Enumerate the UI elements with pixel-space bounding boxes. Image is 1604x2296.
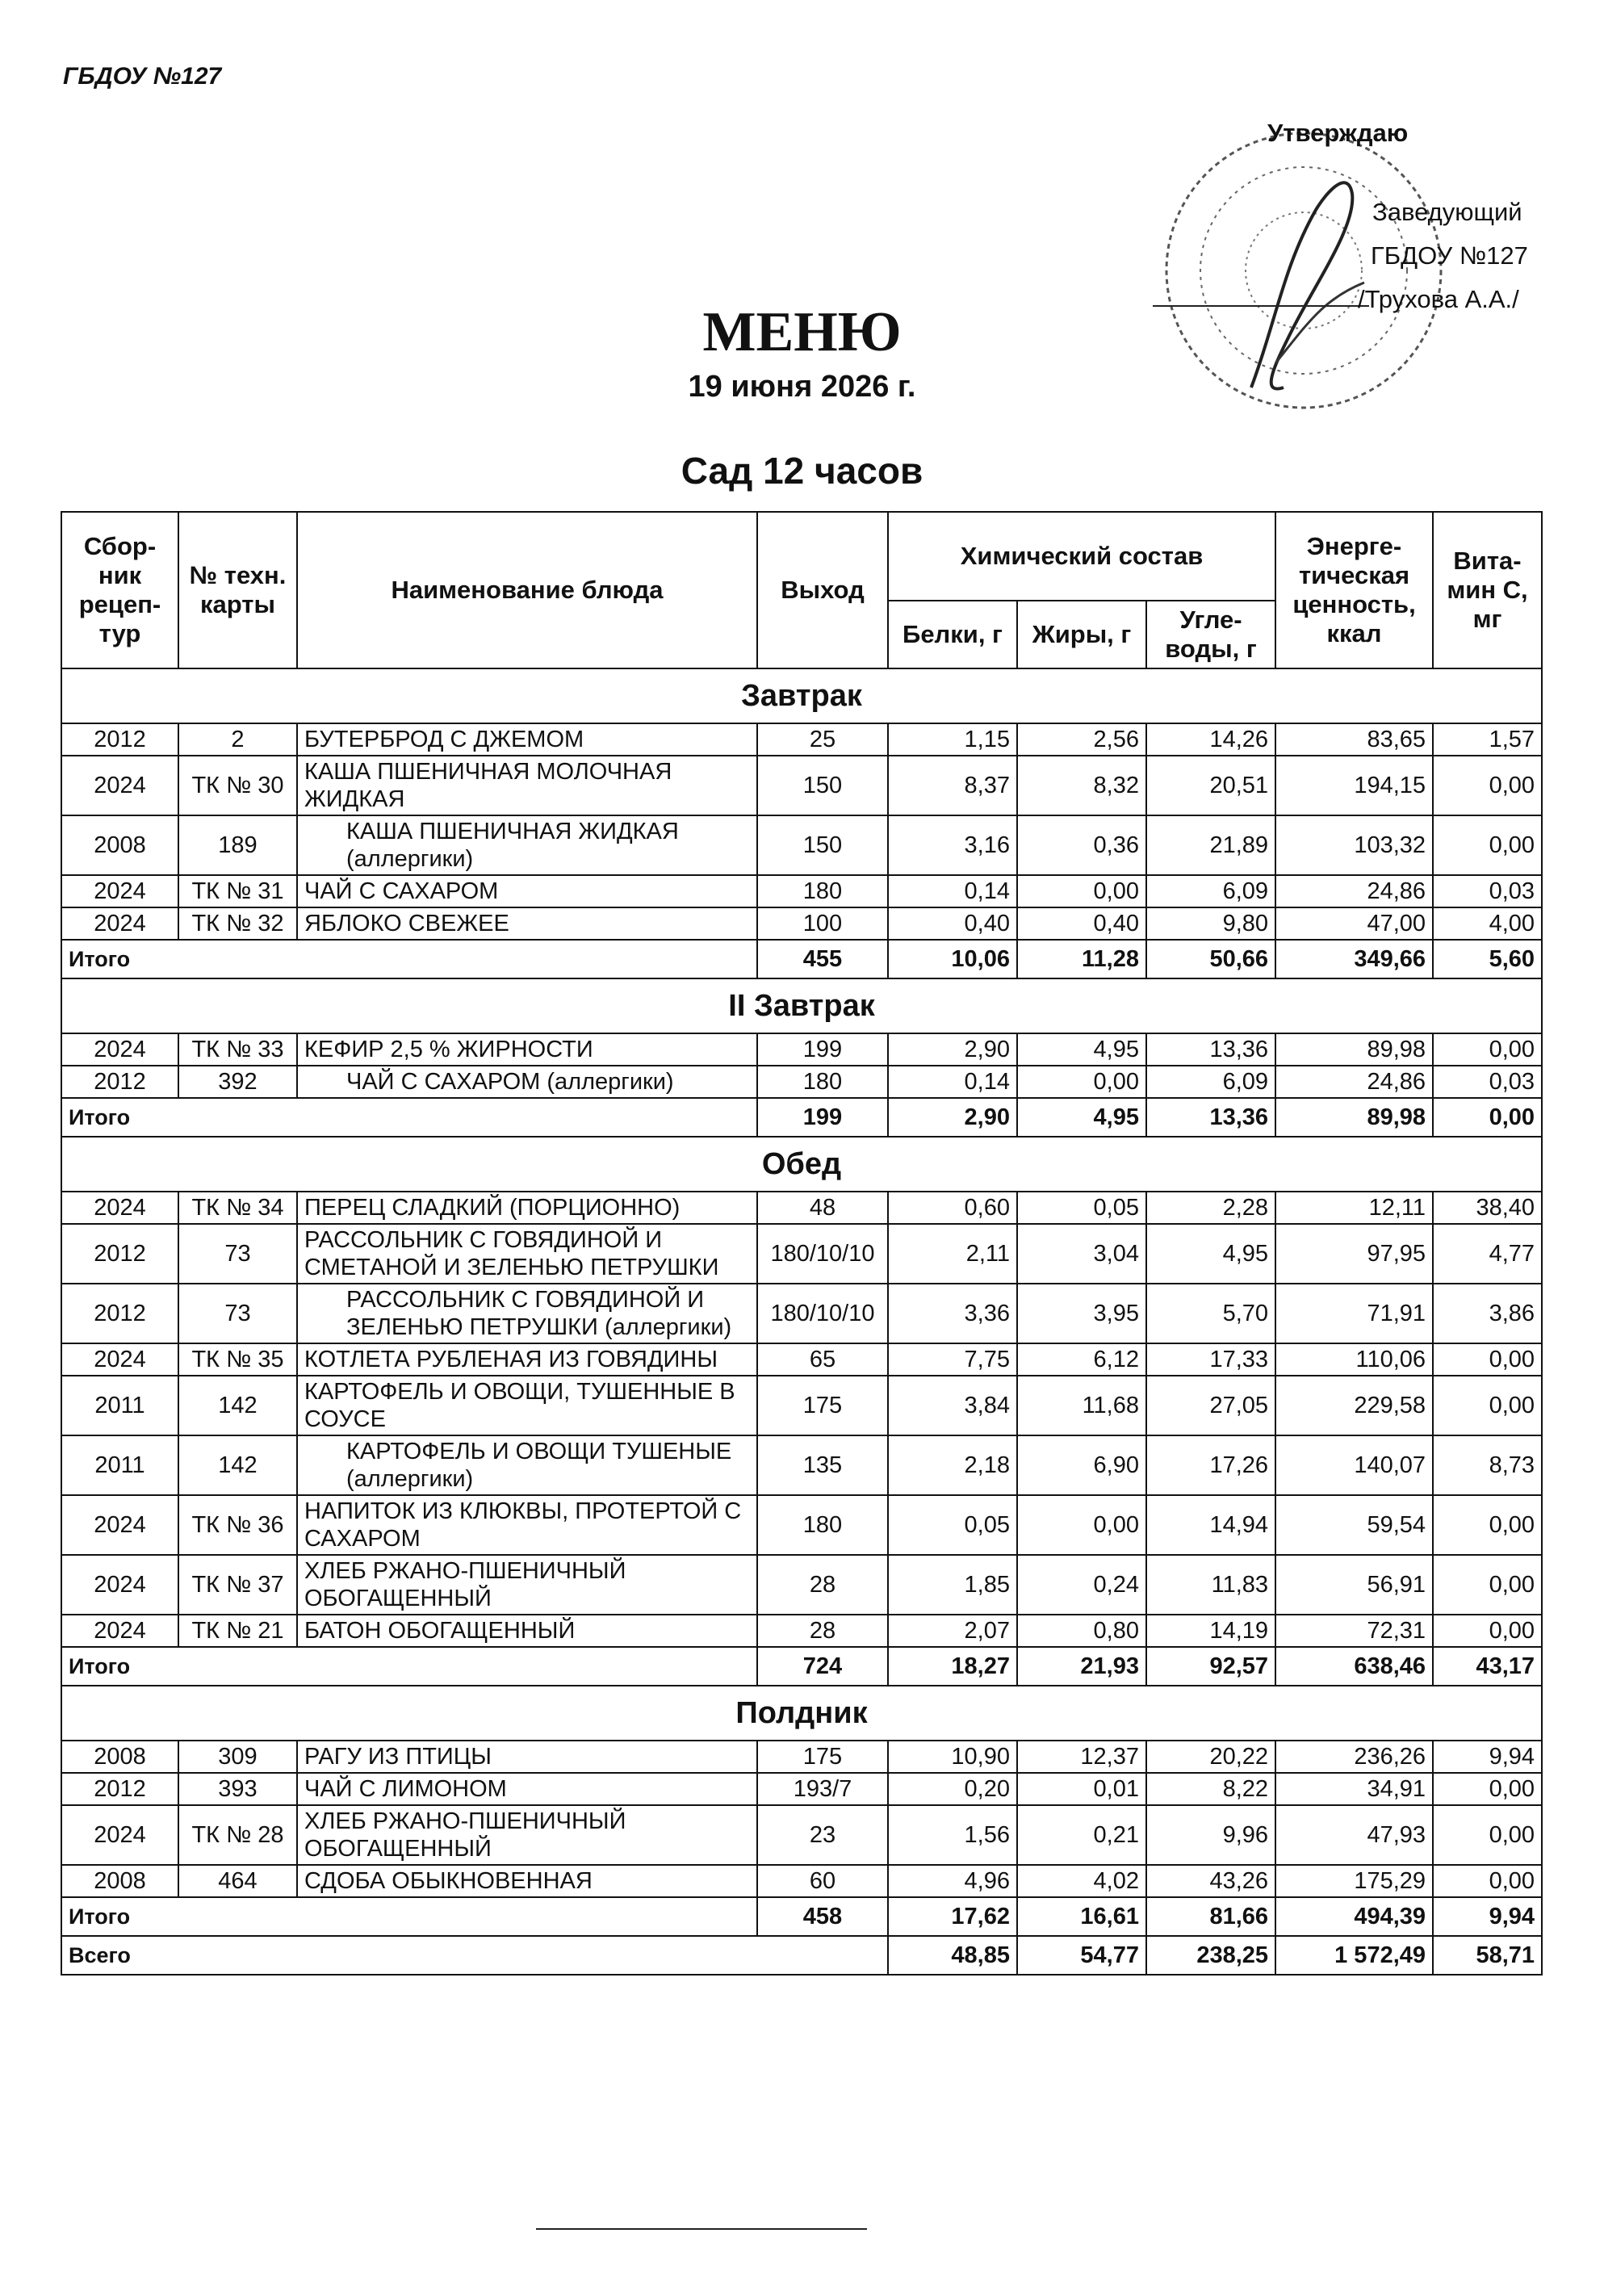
carbs-cell: 2,28 <box>1146 1192 1275 1224</box>
dish-row <box>61 875 1542 907</box>
fat-cell: 0,05 <box>1017 1192 1146 1224</box>
section-title: Обед <box>61 1137 1542 1192</box>
tech-card-cell: ТК № 35 <box>178 1343 297 1376</box>
energy-cell: 229,58 <box>1275 1376 1433 1435</box>
recipe-collection-cell: 2008 <box>61 815 178 875</box>
energy-cell: 47,00 <box>1275 907 1433 940</box>
fat-cell: 2,56 <box>1017 723 1146 756</box>
tech-card-cell: ТК № 28 <box>178 1805 297 1865</box>
yield-cell: 135 <box>757 1435 888 1495</box>
total-label: Итого <box>61 1647 757 1686</box>
yield-cell: 199 <box>757 1033 888 1066</box>
dish-row <box>61 1495 1542 1555</box>
protein-cell: 2,18 <box>888 1435 1017 1495</box>
total-energy-cell: 349,66 <box>1275 940 1433 978</box>
yield-cell: 60 <box>757 1865 888 1897</box>
fat-cell: 0,40 <box>1017 907 1146 940</box>
dish-row <box>61 1192 1542 1224</box>
recipe-collection-cell: 2012 <box>61 1066 178 1098</box>
vitc-cell: 0,00 <box>1433 1865 1542 1897</box>
grand-total-label: Всего <box>61 1936 888 1975</box>
yield-cell: 48 <box>757 1192 888 1224</box>
fat-cell: 0,00 <box>1017 875 1146 907</box>
total-protein-cell: 17,62 <box>888 1897 1017 1936</box>
total-label: Итого <box>61 1897 757 1936</box>
approver-name: /Трухова А.А./ <box>1358 285 1519 313</box>
dish-name-cell: ХЛЕБ РЖАНО-ПШЕНИЧНЫЙ ОБОГАЩЕННЫЙ <box>297 1805 757 1865</box>
tech-card-cell: ТК № 32 <box>178 907 297 940</box>
total-protein-cell: 2,90 <box>888 1098 1017 1137</box>
tech-card-cell: 142 <box>178 1376 297 1435</box>
yield-cell: 65 <box>757 1343 888 1376</box>
vitc-cell: 4,77 <box>1433 1224 1542 1284</box>
dish-row <box>61 1555 1542 1615</box>
recipe-collection-cell: 2012 <box>61 1773 178 1805</box>
energy-cell: 24,86 <box>1275 875 1433 907</box>
carbs-cell: 14,94 <box>1146 1495 1275 1555</box>
protein-cell: 1,56 <box>888 1805 1017 1865</box>
carbs-cell: 21,89 <box>1146 815 1275 875</box>
protein-cell: 4,96 <box>888 1865 1017 1897</box>
section-total-row <box>61 940 1542 978</box>
approval-label: Утверждаю <box>1267 119 1409 147</box>
energy-cell: 71,91 <box>1275 1284 1433 1343</box>
dish-name-cell: ЧАЙ С ЛИМОНОМ <box>297 1773 757 1805</box>
dish-name-cell: ЧАЙ С САХАРОМ (аллергики) <box>297 1066 757 1098</box>
tech-card-cell: ТК № 30 <box>178 756 297 815</box>
total-vitc-cell: 0,00 <box>1433 1098 1542 1137</box>
protein-cell: 8,37 <box>888 756 1017 815</box>
total-label: Итого <box>61 940 757 978</box>
col-carbs-header: Угле-воды, г <box>1146 601 1275 668</box>
vitc-cell: 0,00 <box>1433 1615 1542 1647</box>
fat-cell: 6,12 <box>1017 1343 1146 1376</box>
col-dish-header: Наименование блюда <box>297 512 757 668</box>
fat-cell: 6,90 <box>1017 1435 1146 1495</box>
dish-name-cell: КЕФИР 2,5 % ЖИРНОСТИ <box>297 1033 757 1066</box>
dish-row <box>61 1865 1542 1897</box>
dish-row <box>61 1224 1542 1284</box>
total-fat-cell: 4,95 <box>1017 1098 1146 1137</box>
fat-cell: 0,80 <box>1017 1615 1146 1647</box>
fat-cell: 11,68 <box>1017 1376 1146 1435</box>
tech-card-cell: 73 <box>178 1284 297 1343</box>
document-subtitle: Сад 12 часов <box>681 450 923 492</box>
total-yield-cell: 724 <box>757 1647 888 1686</box>
recipe-collection-cell: 2012 <box>61 1224 178 1284</box>
yield-cell: 25 <box>757 723 888 756</box>
fat-cell: 4,95 <box>1017 1033 1146 1066</box>
carbs-cell: 8,22 <box>1146 1773 1275 1805</box>
grand-total-vitc-cell: 58,71 <box>1433 1936 1542 1975</box>
fat-cell: 0,24 <box>1017 1555 1146 1615</box>
recipe-collection-cell: 2012 <box>61 723 178 756</box>
carbs-cell: 11,83 <box>1146 1555 1275 1615</box>
vitc-cell: 0,00 <box>1433 1805 1542 1865</box>
energy-cell: 140,07 <box>1275 1435 1433 1495</box>
col-collection-header: Сбор-ник рецеп-тур <box>61 512 178 668</box>
recipe-collection-cell: 2024 <box>61 1495 178 1555</box>
recipe-collection-cell: 2012 <box>61 1284 178 1343</box>
menu-body <box>61 668 1542 1975</box>
dish-name-cell: РАССОЛЬНИК С ГОВЯДИНОЙ И ЗЕЛЕНЬЮ ПЕТРУШКИ (аллергики) <box>297 1284 757 1343</box>
protein-cell: 3,16 <box>888 815 1017 875</box>
yield-cell: 180 <box>757 875 888 907</box>
vitc-cell: 3,86 <box>1433 1284 1542 1343</box>
recipe-collection-cell: 2024 <box>61 907 178 940</box>
carbs-cell: 5,70 <box>1146 1284 1275 1343</box>
recipe-collection-cell: 2011 <box>61 1435 178 1495</box>
yield-cell: 23 <box>757 1805 888 1865</box>
col-chem-header: Химический состав <box>888 512 1275 601</box>
dish-row <box>61 1343 1542 1376</box>
section-total-row <box>61 1098 1542 1137</box>
total-vitc-cell: 43,17 <box>1433 1647 1542 1686</box>
vitc-cell: 0,00 <box>1433 1376 1542 1435</box>
vitc-cell: 0,00 <box>1433 756 1542 815</box>
tech-card-cell: 189 <box>178 815 297 875</box>
dish-row <box>61 907 1542 940</box>
energy-cell: 56,91 <box>1275 1555 1433 1615</box>
dish-name-cell: СДОБА ОБЫКНОВЕННАЯ <box>297 1865 757 1897</box>
dish-row <box>61 1066 1542 1098</box>
energy-cell: 12,11 <box>1275 1192 1433 1224</box>
tech-card-cell: 73 <box>178 1224 297 1284</box>
dish-row <box>61 1435 1542 1495</box>
tech-card-cell: ТК № 36 <box>178 1495 297 1555</box>
yield-cell: 193/7 <box>757 1773 888 1805</box>
total-fat-cell: 11,28 <box>1017 940 1146 978</box>
vitc-cell: 0,00 <box>1433 1343 1542 1376</box>
tech-card-cell: 142 <box>178 1435 297 1495</box>
yield-cell: 180 <box>757 1066 888 1098</box>
dish-name-cell: БАТОН ОБОГАЩЕННЫЙ <box>297 1615 757 1647</box>
dish-name-cell: ХЛЕБ РЖАНО-ПШЕНИЧНЫЙ ОБОГАЩЕННЫЙ <box>297 1555 757 1615</box>
yield-cell: 175 <box>757 1376 888 1435</box>
energy-cell: 89,98 <box>1275 1033 1433 1066</box>
energy-cell: 59,54 <box>1275 1495 1433 1555</box>
carbs-cell: 13,36 <box>1146 1033 1275 1066</box>
fat-cell: 0,00 <box>1017 1066 1146 1098</box>
recipe-collection-cell: 2024 <box>61 1343 178 1376</box>
energy-cell: 72,31 <box>1275 1615 1433 1647</box>
fat-cell: 3,95 <box>1017 1284 1146 1343</box>
fat-cell: 12,37 <box>1017 1741 1146 1773</box>
grand-total-carbs-cell: 238,25 <box>1146 1936 1275 1975</box>
dish-name-cell: ЧАЙ С САХАРОМ <box>297 875 757 907</box>
grand-total-energy-cell: 1 572,49 <box>1275 1936 1433 1975</box>
dish-row <box>61 1284 1542 1343</box>
total-fat-cell: 16,61 <box>1017 1897 1146 1936</box>
carbs-cell: 20,22 <box>1146 1741 1275 1773</box>
tech-card-cell: ТК № 21 <box>178 1615 297 1647</box>
yield-cell: 28 <box>757 1555 888 1615</box>
tech-card-cell: 393 <box>178 1773 297 1805</box>
recipe-collection-cell: 2024 <box>61 1805 178 1865</box>
energy-cell: 47,93 <box>1275 1805 1433 1865</box>
energy-cell: 83,65 <box>1275 723 1433 756</box>
energy-cell: 24,86 <box>1275 1066 1433 1098</box>
carbs-cell: 4,95 <box>1146 1224 1275 1284</box>
vitc-cell: 4,00 <box>1433 907 1542 940</box>
grand-total-fat-cell: 54,77 <box>1017 1936 1146 1975</box>
total-protein-cell: 18,27 <box>888 1647 1017 1686</box>
dish-name-cell: БУТЕРБРОД С ДЖЕМОМ <box>297 723 757 756</box>
dish-name-cell: РАССОЛЬНИК С ГОВЯДИНОЙ И СМЕТАНОЙ И ЗЕЛЕНЬЮ ПЕТРУШКИ <box>297 1224 757 1284</box>
yield-cell: 100 <box>757 907 888 940</box>
tech-card-cell: ТК № 37 <box>178 1555 297 1615</box>
recipe-collection-cell: 2008 <box>61 1865 178 1897</box>
recipe-collection-cell: 2024 <box>61 875 178 907</box>
section-title: Полдник <box>61 1686 1542 1741</box>
protein-cell: 1,85 <box>888 1555 1017 1615</box>
protein-cell: 10,90 <box>888 1741 1017 1773</box>
total-carbs-cell: 92,57 <box>1146 1647 1275 1686</box>
col-yield-header: Выход <box>757 512 888 668</box>
approver-organization: ГБДОУ №127 <box>1371 241 1528 270</box>
total-carbs-cell: 81,66 <box>1146 1897 1275 1936</box>
fat-cell: 0,21 <box>1017 1805 1146 1865</box>
yield-cell: 175 <box>757 1741 888 1773</box>
protein-cell: 3,36 <box>888 1284 1017 1343</box>
tech-card-cell: 309 <box>178 1741 297 1773</box>
vitc-cell: 0,00 <box>1433 815 1542 875</box>
yield-cell: 150 <box>757 815 888 875</box>
carbs-cell: 9,96 <box>1146 1805 1275 1865</box>
total-fat-cell: 21,93 <box>1017 1647 1146 1686</box>
vitc-cell: 1,57 <box>1433 723 1542 756</box>
vitc-cell: 0,00 <box>1433 1555 1542 1615</box>
document-date: 19 июня 2026 г. <box>688 370 916 404</box>
section-title: Завтрак <box>61 668 1542 723</box>
vitc-cell: 38,40 <box>1433 1192 1542 1224</box>
section-header-row <box>61 1137 1542 1192</box>
fat-cell: 3,04 <box>1017 1224 1146 1284</box>
section-total-row <box>61 1647 1542 1686</box>
section-header-row <box>61 668 1542 723</box>
carbs-cell: 17,33 <box>1146 1343 1275 1376</box>
vitc-cell: 9,94 <box>1433 1741 1542 1773</box>
section-total-row <box>61 1897 1542 1936</box>
total-energy-cell: 638,46 <box>1275 1647 1433 1686</box>
protein-cell: 0,05 <box>888 1495 1017 1555</box>
grand-total-row <box>61 1936 1542 1975</box>
energy-cell: 194,15 <box>1275 756 1433 815</box>
carbs-cell: 9,80 <box>1146 907 1275 940</box>
protein-cell: 0,14 <box>888 1066 1017 1098</box>
total-carbs-cell: 50,66 <box>1146 940 1275 978</box>
recipe-collection-cell: 2024 <box>61 756 178 815</box>
yield-cell: 180 <box>757 1495 888 1555</box>
col-energy-header: Энерге-тическая ценность, ккал <box>1275 512 1433 668</box>
dish-name-cell: ПЕРЕЦ СЛАДКИЙ (ПОРЦИОННО) <box>297 1192 757 1224</box>
dish-row <box>61 1741 1542 1773</box>
fat-cell: 8,32 <box>1017 756 1146 815</box>
menu-table <box>61 511 1543 1975</box>
dish-name-cell: КАРТОФЕЛЬ И ОВОЩИ, ТУШЕННЫЕ В СОУСЕ <box>297 1376 757 1435</box>
dish-name-cell: КАША ПШЕНИЧНАЯ ЖИДКАЯ (аллергики) <box>297 815 757 875</box>
vitc-cell: 0,00 <box>1433 1773 1542 1805</box>
col-vitc-header: Вита-мин С, мг <box>1433 512 1542 668</box>
protein-cell: 7,75 <box>888 1343 1017 1376</box>
carbs-cell: 6,09 <box>1146 875 1275 907</box>
carbs-cell: 20,51 <box>1146 756 1275 815</box>
organization-name: ГБДОУ №127 <box>63 63 222 90</box>
protein-cell: 2,11 <box>888 1224 1017 1284</box>
total-protein-cell: 10,06 <box>888 940 1017 978</box>
energy-cell: 236,26 <box>1275 1741 1433 1773</box>
recipe-collection-cell: 2024 <box>61 1615 178 1647</box>
vitc-cell: 0,00 <box>1433 1495 1542 1555</box>
fat-cell: 0,01 <box>1017 1773 1146 1805</box>
dish-row <box>61 1033 1542 1066</box>
energy-cell: 103,32 <box>1275 815 1433 875</box>
protein-cell: 2,07 <box>888 1615 1017 1647</box>
dish-name-cell: КАРТОФЕЛЬ И ОВОЩИ ТУШЕНЫЕ (аллергики) <box>297 1435 757 1495</box>
tech-card-cell: 2 <box>178 723 297 756</box>
recipe-collection-cell: 2008 <box>61 1741 178 1773</box>
yield-cell: 150 <box>757 756 888 815</box>
yield-cell: 180/10/10 <box>757 1284 888 1343</box>
carbs-cell: 17,26 <box>1146 1435 1275 1495</box>
vitc-cell: 0,00 <box>1433 1033 1542 1066</box>
section-header-row <box>61 978 1542 1033</box>
dish-row <box>61 1615 1542 1647</box>
recipe-collection-cell: 2024 <box>61 1192 178 1224</box>
protein-cell: 0,60 <box>888 1192 1017 1224</box>
vitc-cell: 8,73 <box>1433 1435 1542 1495</box>
carbs-cell: 6,09 <box>1146 1066 1275 1098</box>
dish-row <box>61 1376 1542 1435</box>
dish-row <box>61 1773 1542 1805</box>
total-vitc-cell: 5,60 <box>1433 940 1542 978</box>
tech-card-cell: 392 <box>178 1066 297 1098</box>
protein-cell: 0,14 <box>888 875 1017 907</box>
dish-name-cell: НАПИТОК ИЗ КЛЮКВЫ, ПРОТЕРТОЙ С САХАРОМ <box>297 1495 757 1555</box>
energy-cell: 34,91 <box>1275 1773 1433 1805</box>
dish-row <box>61 1805 1542 1865</box>
fat-cell: 0,00 <box>1017 1495 1146 1555</box>
tech-card-cell: 464 <box>178 1865 297 1897</box>
approver-position: Заведующий <box>1372 198 1522 226</box>
dish-name-cell: РАГУ ИЗ ПТИЦЫ <box>297 1741 757 1773</box>
dish-name-cell: КОТЛЕТА РУБЛЕНАЯ ИЗ ГОВЯДИНЫ <box>297 1343 757 1376</box>
total-energy-cell: 89,98 <box>1275 1098 1433 1137</box>
tech-card-cell: ТК № 33 <box>178 1033 297 1066</box>
vitc-cell: 0,03 <box>1433 1066 1542 1098</box>
protein-cell: 1,15 <box>888 723 1017 756</box>
recipe-collection-cell: 2024 <box>61 1555 178 1615</box>
document-title: МЕНЮ <box>702 301 902 363</box>
tech-card-cell: ТК № 31 <box>178 875 297 907</box>
energy-cell: 175,29 <box>1275 1865 1433 1897</box>
recipe-collection-cell: 2024 <box>61 1033 178 1066</box>
total-carbs-cell: 13,36 <box>1146 1098 1275 1137</box>
total-label: Итого <box>61 1098 757 1137</box>
dish-row <box>61 756 1542 815</box>
total-yield-cell: 455 <box>757 940 888 978</box>
protein-cell: 2,90 <box>888 1033 1017 1066</box>
carbs-cell: 43,26 <box>1146 1865 1275 1897</box>
dish-row <box>61 723 1542 756</box>
total-energy-cell: 494,39 <box>1275 1897 1433 1936</box>
dish-name-cell: ЯБЛОКО СВЕЖЕЕ <box>297 907 757 940</box>
col-protein-header: Белки, г <box>888 601 1017 668</box>
dish-row <box>61 815 1542 875</box>
protein-cell: 3,84 <box>888 1376 1017 1435</box>
vitc-cell: 0,03 <box>1433 875 1542 907</box>
col-fat-header: Жиры, г <box>1017 601 1146 668</box>
yield-cell: 28 <box>757 1615 888 1647</box>
energy-cell: 97,95 <box>1275 1224 1433 1284</box>
total-vitc-cell: 9,94 <box>1433 1897 1542 1936</box>
yield-cell: 180/10/10 <box>757 1224 888 1284</box>
total-yield-cell: 199 <box>757 1098 888 1137</box>
footer-line <box>536 2228 867 2230</box>
protein-cell: 0,40 <box>888 907 1017 940</box>
section-header-row <box>61 1686 1542 1741</box>
fat-cell: 0,36 <box>1017 815 1146 875</box>
col-card-header: № техн. карты <box>178 512 297 668</box>
section-title: II Завтрак <box>61 978 1542 1033</box>
recipe-collection-cell: 2011 <box>61 1376 178 1435</box>
carbs-cell: 14,26 <box>1146 723 1275 756</box>
fat-cell: 4,02 <box>1017 1865 1146 1897</box>
dish-name-cell: КАША ПШЕНИЧНАЯ МОЛОЧНАЯ ЖИДКАЯ <box>297 756 757 815</box>
carbs-cell: 27,05 <box>1146 1376 1275 1435</box>
grand-total-protein-cell: 48,85 <box>888 1936 1017 1975</box>
energy-cell: 110,06 <box>1275 1343 1433 1376</box>
protein-cell: 0,20 <box>888 1773 1017 1805</box>
tech-card-cell: ТК № 34 <box>178 1192 297 1224</box>
carbs-cell: 14,19 <box>1146 1615 1275 1647</box>
total-yield-cell: 458 <box>757 1897 888 1936</box>
